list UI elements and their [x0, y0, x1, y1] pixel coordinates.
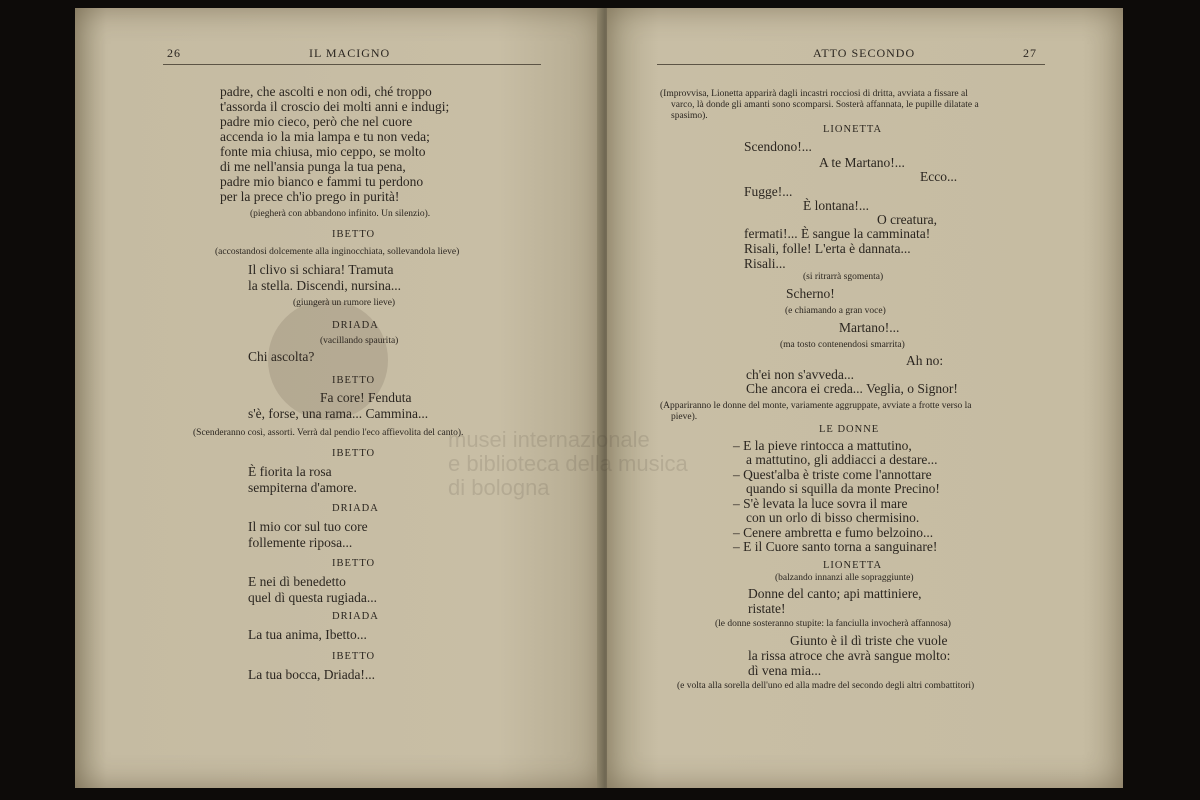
- verse-line: ch'ei non s'avveda...: [746, 367, 854, 382]
- speaker-name: DRIADA: [332, 320, 379, 331]
- verse-line: – Quest'alba è triste come l'annottare: [733, 467, 932, 482]
- verse-line: la rissa atroce che avrà sangue molto:: [748, 648, 951, 663]
- verse-line: Risali, folle! L'erta è dannata...: [744, 241, 911, 256]
- stage-direction: (le donne sosteranno stupite: la fanciulla invocherà affannosa): [715, 619, 951, 629]
- verse-line: ristate!: [748, 601, 786, 616]
- verse-line: Risali...: [744, 256, 786, 271]
- speaker-name: IBETTO: [332, 558, 376, 569]
- verse-line: t'assorda il croscio dei molti anni e indugi;: [220, 99, 450, 114]
- speaker-name: IBETTO: [332, 229, 376, 240]
- speaker-name: LIONETTA: [823, 124, 883, 135]
- stage-direction: (Scenderanno così, assorti. Verrà dal pendio l'eco affievolita del canto).: [193, 428, 464, 438]
- stage-direction: (Appariranno le donne del monte, variamente aggruppate, avviate a frotte verso la: [660, 401, 972, 411]
- verse-line: Ah no:: [906, 353, 944, 368]
- stage-direction: pieve).: [671, 412, 698, 422]
- verse-line: Fugge!...: [744, 184, 793, 199]
- verse-line: dì vena mia...: [748, 663, 822, 678]
- stage-direction: (giungerà un rumore lieve): [293, 298, 396, 308]
- verse-line: A te Martano!...: [819, 155, 905, 170]
- speaker-name: IBETTO: [332, 651, 376, 662]
- verse-line: quel dì questa rugiada...: [248, 590, 377, 605]
- running-head-left: IL MACIGNO: [309, 46, 391, 60]
- speaker-name: IBETTO: [332, 448, 376, 459]
- right-page: [607, 8, 1123, 788]
- stage-direction: (e chiamando a gran voce): [785, 306, 886, 316]
- header-rule-right: [657, 64, 1045, 65]
- verse-line: Donne del canto; api mattiniere,: [748, 586, 922, 601]
- verse-line: Il mio cor sul tuo core: [248, 519, 368, 534]
- stage-direction: (e volta alla sorella dell'uno ed alla madre del secondo degli altri combattitori): [677, 681, 975, 691]
- verse-line: Giunto è il dì triste che vuole: [790, 633, 948, 648]
- stage-direction: (balzando innanzi alle sopraggiunte): [775, 573, 914, 583]
- verse-line: – E la pieve rintocca a mattutino,: [733, 438, 912, 453]
- speaker-name: IBETTO: [332, 375, 376, 386]
- verse-line: padre, che ascolti e non odi, ché troppo: [220, 84, 432, 99]
- page-number-right: 27: [1023, 46, 1037, 60]
- verse-line: Ecco...: [920, 169, 958, 184]
- stage-direction: (ma tosto contenendosi smarrita): [780, 340, 905, 350]
- verse-line: Scherno!: [786, 286, 835, 301]
- verse-line: La tua anima, Ibetto...: [248, 627, 367, 642]
- left-page: [75, 8, 603, 788]
- verse-line: per la prece ch'io prego in purità!: [220, 189, 400, 204]
- verse-line: con un orlo di bisso chermisino.: [746, 510, 920, 525]
- verse-line: E nei dì benedetto: [248, 574, 346, 589]
- verse-line: O creatura,: [877, 212, 937, 227]
- verse-line: Scendono!...: [744, 139, 812, 154]
- verse-line: a mattutino, gli addiacci a destare...: [746, 452, 938, 467]
- running-head-right: ATTO SECONDO: [813, 46, 916, 60]
- verse-line: la stella. Discendi, nursina...: [248, 278, 401, 293]
- verse-line: s'è, forse, una rama... Cammina...: [248, 406, 429, 421]
- verse-line: fermati!... È sangue la camminata!: [744, 226, 931, 241]
- verse-line: follemente riposa...: [248, 535, 353, 550]
- speaker-name: DRIADA: [332, 503, 379, 514]
- open-book: [75, 8, 1123, 788]
- stage-direction: varco, là donde gli amanti sono scomparsi. Sosterà affannata, le pupille dilatate a: [671, 100, 979, 110]
- verse-line: – E il Cuore santo torna a sanguinare!: [733, 539, 938, 554]
- stage-direction: (accostandosi dolcemente alla inginocchiata, sollevandola lieve): [215, 247, 460, 257]
- verse-line: Chi ascolta?: [248, 349, 315, 364]
- speaker-name: LIONETTA: [823, 560, 883, 571]
- stage-direction: (vacillando spaurita): [320, 336, 399, 346]
- verse-line: padre mio cieco, però che nel cuore: [220, 114, 413, 129]
- verse-line: Fa core! Fenduta: [320, 390, 412, 405]
- verse-line: Il clivo si schiara! Tramuta: [248, 262, 394, 277]
- verse-line: È lontana!...: [803, 198, 869, 213]
- verse-line: Che ancora ei creda... Veglia, o Signor!: [746, 381, 958, 396]
- verse-line: sempiterna d'amore.: [248, 480, 357, 495]
- speaker-name: LE DONNE: [819, 424, 880, 435]
- stage-direction: (si ritrarrà sgomenta): [803, 272, 884, 282]
- verse-line: – Cenere ambretta e fumo belzoino...: [733, 525, 934, 540]
- verse-line: di me nell'ansia punga la tua pena,: [220, 159, 406, 174]
- verse-line: accenda io la mia lampa e tu non veda;: [220, 129, 430, 144]
- verse-line: padre mio bianco e fammi tu perdono: [220, 174, 424, 189]
- verse-line: È fiorita la rosa: [248, 464, 332, 479]
- verse-line: quando si squilla da monte Precino!: [746, 481, 940, 496]
- verse-line: La tua bocca, Driada!...: [248, 667, 376, 682]
- verse-line: – S'è levata la luce sovra il mare: [733, 496, 908, 511]
- speaker-name: DRIADA: [332, 611, 379, 622]
- stage-direction: (piegherà con abbandono infinito. Un silenzio).: [250, 209, 431, 219]
- verse-line: Martano!...: [839, 320, 900, 335]
- stage-direction: spasimo).: [671, 111, 708, 121]
- stage-direction: (Improvvisa, Lionetta apparirà dagli incastri rocciosi di dritta, avviata a fissare al: [660, 89, 968, 99]
- header-rule-left: [163, 64, 541, 65]
- verse-line: fonte mia chiusa, mio ceppo, se molto: [220, 144, 426, 159]
- page-number-left: 26: [167, 46, 181, 60]
